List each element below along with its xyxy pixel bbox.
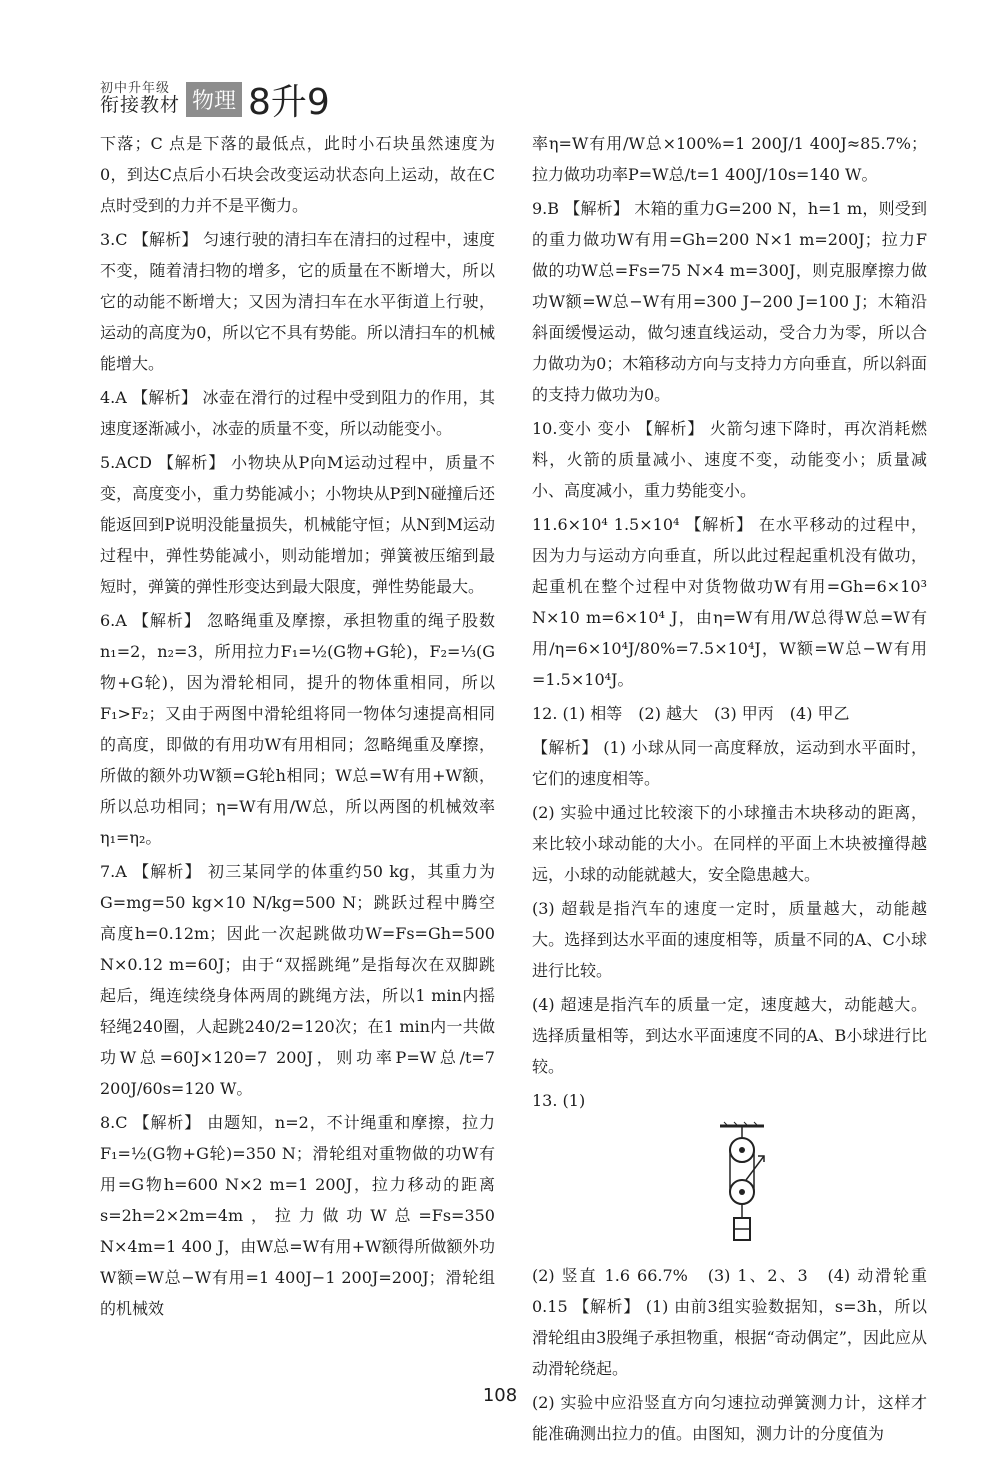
series-bottom-text: 衔接教材 [100, 93, 181, 116]
pulley-diagram-icon [712, 1120, 772, 1250]
paragraph: 率η=W有用/W总×100%=1 200J/1 400J≈85.7%；拉力做功功率P=W总/t=1 400J/10s=140 W。 [532, 134, 927, 184]
answer-12: 12. (1) 相等 (2) 越大 (3) 甲丙 (4) 甲乙 [532, 704, 850, 723]
answer-13-1: 13. (1) [532, 1091, 586, 1110]
series-top-text: 初中升年级 [100, 81, 171, 97]
analysis-13-2: (2) 实验中应沿竖直方向匀速拉动弹簧测力计，这样才能准确测出拉力的值。由图知，测力计的分度值为 [532, 1393, 927, 1443]
page-header [100, 76, 330, 122]
answer-9: 9.B 【解析】 木箱的重力G=200 N，h=1 m，则受到的重力做功W有用=Gh=200 N×1 m=200J；拉力F做的功W总=Fs=75 N×4 m=300J，则克服摩擦力做功W额=W总−W有用=300 J−200 J=100 J；木箱沿斜面缓慢运动，做匀速直线运动，受合力为零，所以合力做功为0；木箱移动方向与支持力方向垂直，所以斜面的支持力做功为0。 [532, 199, 927, 404]
analysis-12-1: 【解析】 (1) 小球从同一高度释放，运动到水平面时，它们的速度相等。 [532, 738, 927, 788]
analysis-12-3: (3) 超载是指汽车的速度一定时，质量越大，动能越大。选择到达水平面的速度相等，质量不同的A、C小球进行比较。 [532, 899, 927, 980]
series-brand [100, 82, 180, 116]
answer-13-2: (2) 竖直 1.6 66.7% (3) 1、2、3 (4) 动滑轮重 0.15 【解析】 (1) 由前3组实验数据知，s=3h，所以滑轮组由3股绳子承担物重，根据“奇动偶定”，因此应从动滑轮绕起。 [532, 1266, 927, 1378]
answer-7: 7.A 【解析】 初三某同学的体重约50 kg，其重力为G=mg=50 kg×10 N/kg=500 N；跳跃过程中腾空高度h=0.12m；因此一次起跳做功W=Fs=Gh=500 N×0.12 m=60J；由于“双摇跳绳”是指每次在双脚跳起后，绳连续绕身体两周的跳绳方法，所以1 min内摇轻绳240圈，人起跳240/2=120次；在1 min内一共做功W总=60J×120=7 200J，则功率P=W总/t=7 200J/60s=120 W。 [100, 862, 495, 1098]
right-column [532, 128, 927, 1452]
paragraph: 下落；C 点是下落的最低点，此时小石块虽然速度为0，到达C点后小石块会改变运动状态向上运动，故在C点时受到的力并不是平衡力。 [100, 134, 495, 215]
grade-label: 8升9 [248, 81, 330, 123]
subject-badge: 物理 [186, 82, 242, 117]
answer-3: 3.C 【解析】 匀速行驶的清扫车在清扫的过程中，速度不变，随着清扫物的增多，它的质量在不断增大，所以它的动能不断增大；又因为清扫车在水平街道上行驶，运动的高度为0，所以它不具有势能。所以清扫车的机械能增大。 [100, 230, 495, 373]
page-number: 108 [482, 1385, 518, 1406]
answer-6: 6.A 【解析】 忽略绳重及摩擦，承担物重的绳子股数n₁=2，n₂=3，所用拉力F₁=½(G物+G轮)，F₂=⅓(G物+G轮)，因为滑轮相同，提升的物体重相同，所以F₁>F₂；又由于两图中滑轮组将同一物体匀速提高相同的高度，即做的有用功W有用相同；忽略绳重及摩擦，所做的额外功W额=G轮h相同；W总=W有用+W额，所以总功相同；η=W有用/W总，所以两图的机械效率η₁=η₂。 [100, 611, 495, 847]
answer-10: 10.变小 变小 【解析】 火箭匀速下降时，再次消耗燃料，火箭的质量减小、速度不变，动能变小；质量减小、高度减小，重力势能变小。 [532, 419, 927, 500]
analysis-12-4: (4) 超速是指汽车的质量一定，速度越大，动能越大。选择质量相等，到达水平面速度不同的A、B小球进行比较。 [532, 995, 927, 1076]
analysis-12-2: (2) 实验中通过比较滚下的小球撞击木块移动的距离，来比较小球动能的大小。在同样的平面上木块被撞得越远，小球的动能就越大，安全隐患越大。 [532, 803, 927, 884]
answer-5: 5.ACD 【解析】 小物块从P向M运动过程中，质量不变，高度变小，重力势能减小；小物块从P到N碰撞后还能返回到P说明没能量损失，机械能守恒；从N到M运动过程中，弹性势能减小，则动能增加；弹簧被压缩到最短时，弹簧的弹性形变达到最大限度，弹性势能最大。 [100, 453, 495, 596]
left-column [100, 128, 495, 1327]
answer-4: 4.A 【解析】 冰壶在滑行的过程中受到阻力的作用，其速度逐渐减小，冰壶的质量不变，所以动能变小。 [100, 388, 495, 438]
answer-11: 11.6×10⁴ 1.5×10⁴ 【解析】 在水平移动的过程中，因为力与运动方向垂直，所以此过程起重机没有做功，起重机在整个过程中对货物做功W有用=Gh=6×10³ N×10 m=6×10⁴ J，由η=W有用/W总得W总=W有用/η=6×10⁴J/80%=7.5×10⁴J，W额=W总−W有用=1.5×10⁴J。 [532, 515, 927, 689]
answer-8: 8.C 【解析】 由题知，n=2，不计绳重和摩擦，拉力F₁=½(G物+G轮)=350 N；滑轮组对重物做的功W有用=G物h=600 N×2 m=1 200J，拉力移动的距离s=2h=2×2m=4m，拉力做功W总=Fs=350 N×4m=1 400 J，由W总=W有用+W额得所做额外功W额=W总−W有用=1 400J−1 200J=200J；滑轮组的机械效 [100, 1113, 495, 1318]
